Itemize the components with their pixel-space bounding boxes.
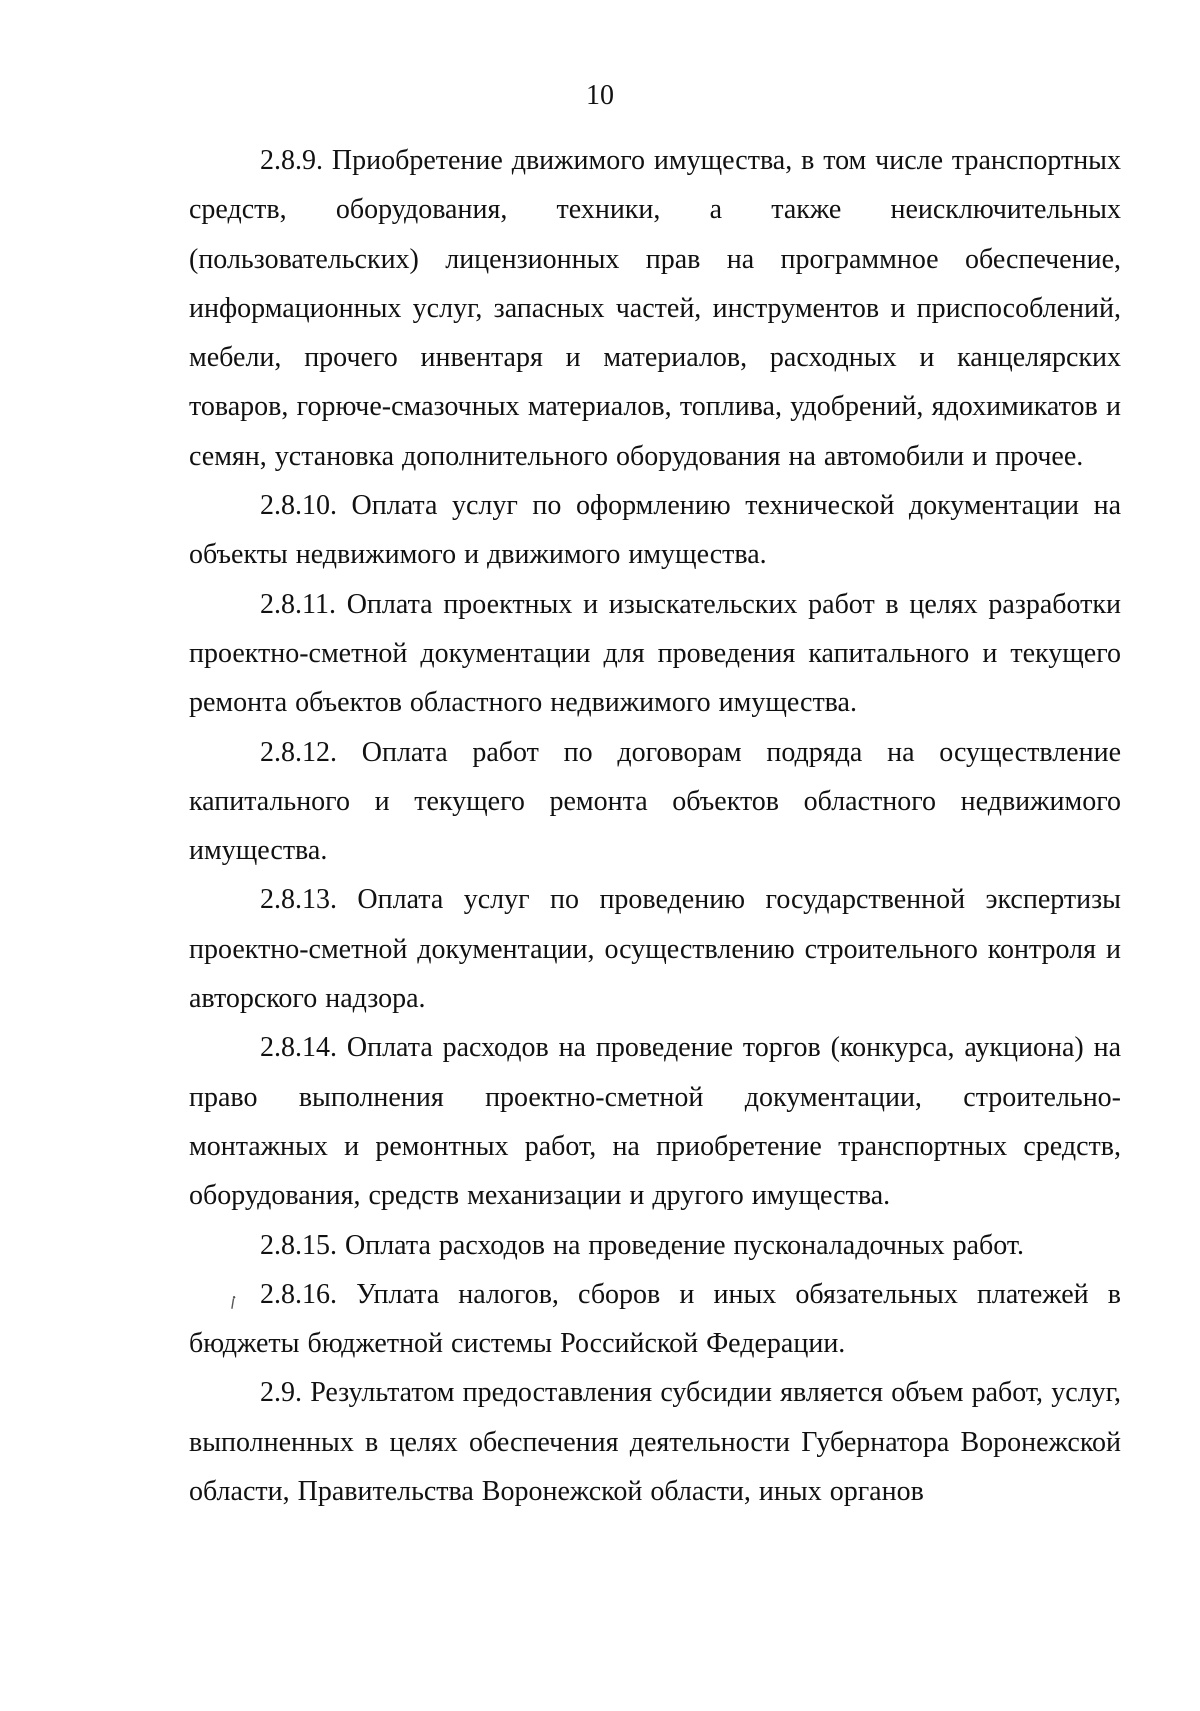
paragraph-2-8-9: 2.8.9. Приобретение движимого имущества, в том числе транспортных средств, оборудования, техники, а также неисключительных (пользовательских) лицензионных прав на программное обеспечение, информационных услуг, запасных частей, инструментов и приспособлений, мебели, прочего инвентаря и материалов, расходных и канцелярских товаров, горюче-смазочных материалов, топлива, удобрений, ядохимикатов и семян, установка дополнительного оборудования на автомобили и прочее. <box>189 145 1121 472</box>
paragraph-2-9: 2.9. Результатом предоставления субсидии является объем работ, услуг, выполненных в целях обеспечения деятельности Губернатора Воронежской области, Правительства Воронежской области, иных органов <box>189 1377 1121 1508</box>
paragraph-2-8-11: 2.8.11. Оплата проектных и изыскательских работ в целях разработки проектно-сметной документации для проведения капитального и текущего ремонта объектов областного недвижимого имущества. <box>189 588 1121 719</box>
paragraph-2-8-14: 2.8.14. Оплата расходов на проведение торгов (конкурса, аукциона) на право выполнения проектно-сметной документации, строительно-монтажных и ремонтных работ, на приобретение транспортных средств, оборудования, средств механизации и другого имущества. <box>189 1032 1121 1212</box>
paragraph-2-8-15: 2.8.15. Оплата расходов на проведение пусконаладочных работ. <box>260 1229 1025 1261</box>
paragraph-2-8-13: 2.8.13. Оплата услуг по проведению государственной экспертизы проектно-сметной документации, осуществлению строительного контроля и авторского надзора. <box>189 884 1121 1015</box>
page-number: 10 <box>586 80 614 111</box>
paragraph-2-8-16: 2.8.16. Уплата налогов, сборов и иных обязательных платежей в бюджеты бюджетной системы Российской Федерации. <box>189 1278 1121 1360</box>
document-body <box>189 136 1121 1516</box>
paragraph-2-8-12: 2.8.12. Оплата работ по договорам подряда на осуществление капитального и текущего ремонта объектов областного недвижимого имущества. <box>189 736 1121 867</box>
paragraph-2-8-10: 2.8.10. Оплата услуг по оформлению технической документации на объекты недвижимого и движимого имущества. <box>189 490 1121 571</box>
